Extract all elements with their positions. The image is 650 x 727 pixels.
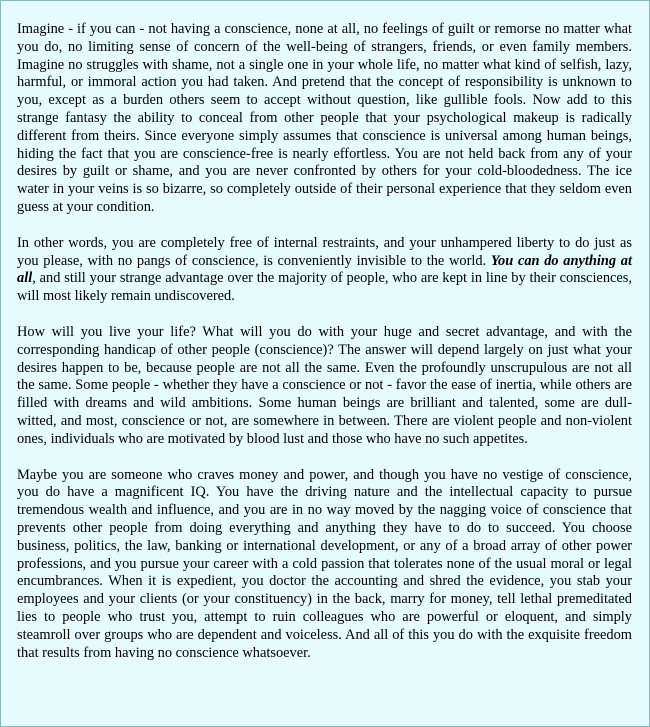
document-body [17, 21, 632, 680]
paragraph-2-emphasis: You can do anything at all [17, 252, 632, 287]
paragraph-3: How will you live your life? What will you do with your huge and secret advantage, and with the corresponding handicap of other people (conscience)? The answer will depend largely on just what your desires happen to be, because people are not all the same. Even the profoundly unscrupulous are not all the same. Some people - whether they have a conscience or not - favor the ease of inertia, while others are filled with dreams and wild ambitions. Some human beings are brilliant and talented, some are dull-witted, and most, conscience or not, are somewhere in between. There are violent people and non-violent ones, individuals who are motivated by blood lust and those who have no such appetites. [17, 323, 632, 447]
paragraph-2-text-after: , and still your strange advantage over the majority of people, who are kept in line by their consciences, will most likely remain undiscovered. [17, 270, 632, 305]
paragraph-4: Maybe you are someone who craves money and power, and though you have no vestige of conscience, you do have a magnificent IQ. You have the driving nature and the intellectual capacity to pursue tremendous wealth and influence, and you are in no way moved by the nagging voice of conscience that prevents other people from doing everything and anything they have to do to succeed. You choose business, politics, the law, banking or international development, or any of a broad array of other power professions, and you pursue your career with a cold passion that tolerates none of the usual moral or legal encumbrances. When it is expedient, you doctor the accounting and shred the evidence, you stab your employees and your clients (or your constituency) in the back, marry for money, tell lethal premeditated lies to people who trust you, attempt to ruin colleagues who are powerful or eloquent, and simply steamroll over groups who are dependent and voiceless. And all of this you do with the exquisite freedom that results from having no conscience whatsoever. [17, 466, 632, 661]
paragraph-2 [17, 235, 632, 306]
paragraph-1: Imagine - if you can - not having a conscience, none at all, no feelings of guilt or remorse no matter what you do, no limiting sense of concern of the well-being of strangers, friends, or even family members. Imagine no struggles with shame, not a single one in your whole life, no matter what kind of selfish, lazy, harmful, or immoral action you had taken. And pretend that the concept of responsibility is unknown to you, except as a burden others seem to accept without question, like gullible fools. Now add to this strange fantasy the ability to conceal from other people that your psychological makeup is radically different from theirs. Since everyone simply assumes that conscience is universal among human beings, hiding the fact that you are conscience-free is nearly effortless. You are not held back from any of your desires by guilt or shame, and you are never confronted by others for your cold-bloodedness. The ice water in your veins is so bizarre, so completely outside of their personal experience that they seldom even guess at your condition. [17, 21, 632, 215]
paragraph-2-text-before: In other words, you are completely free of internal restraints, and your unhampered liberty to do just as you please, with no pangs of conscience, is conveniently invisible to the world. [17, 234, 632, 269]
